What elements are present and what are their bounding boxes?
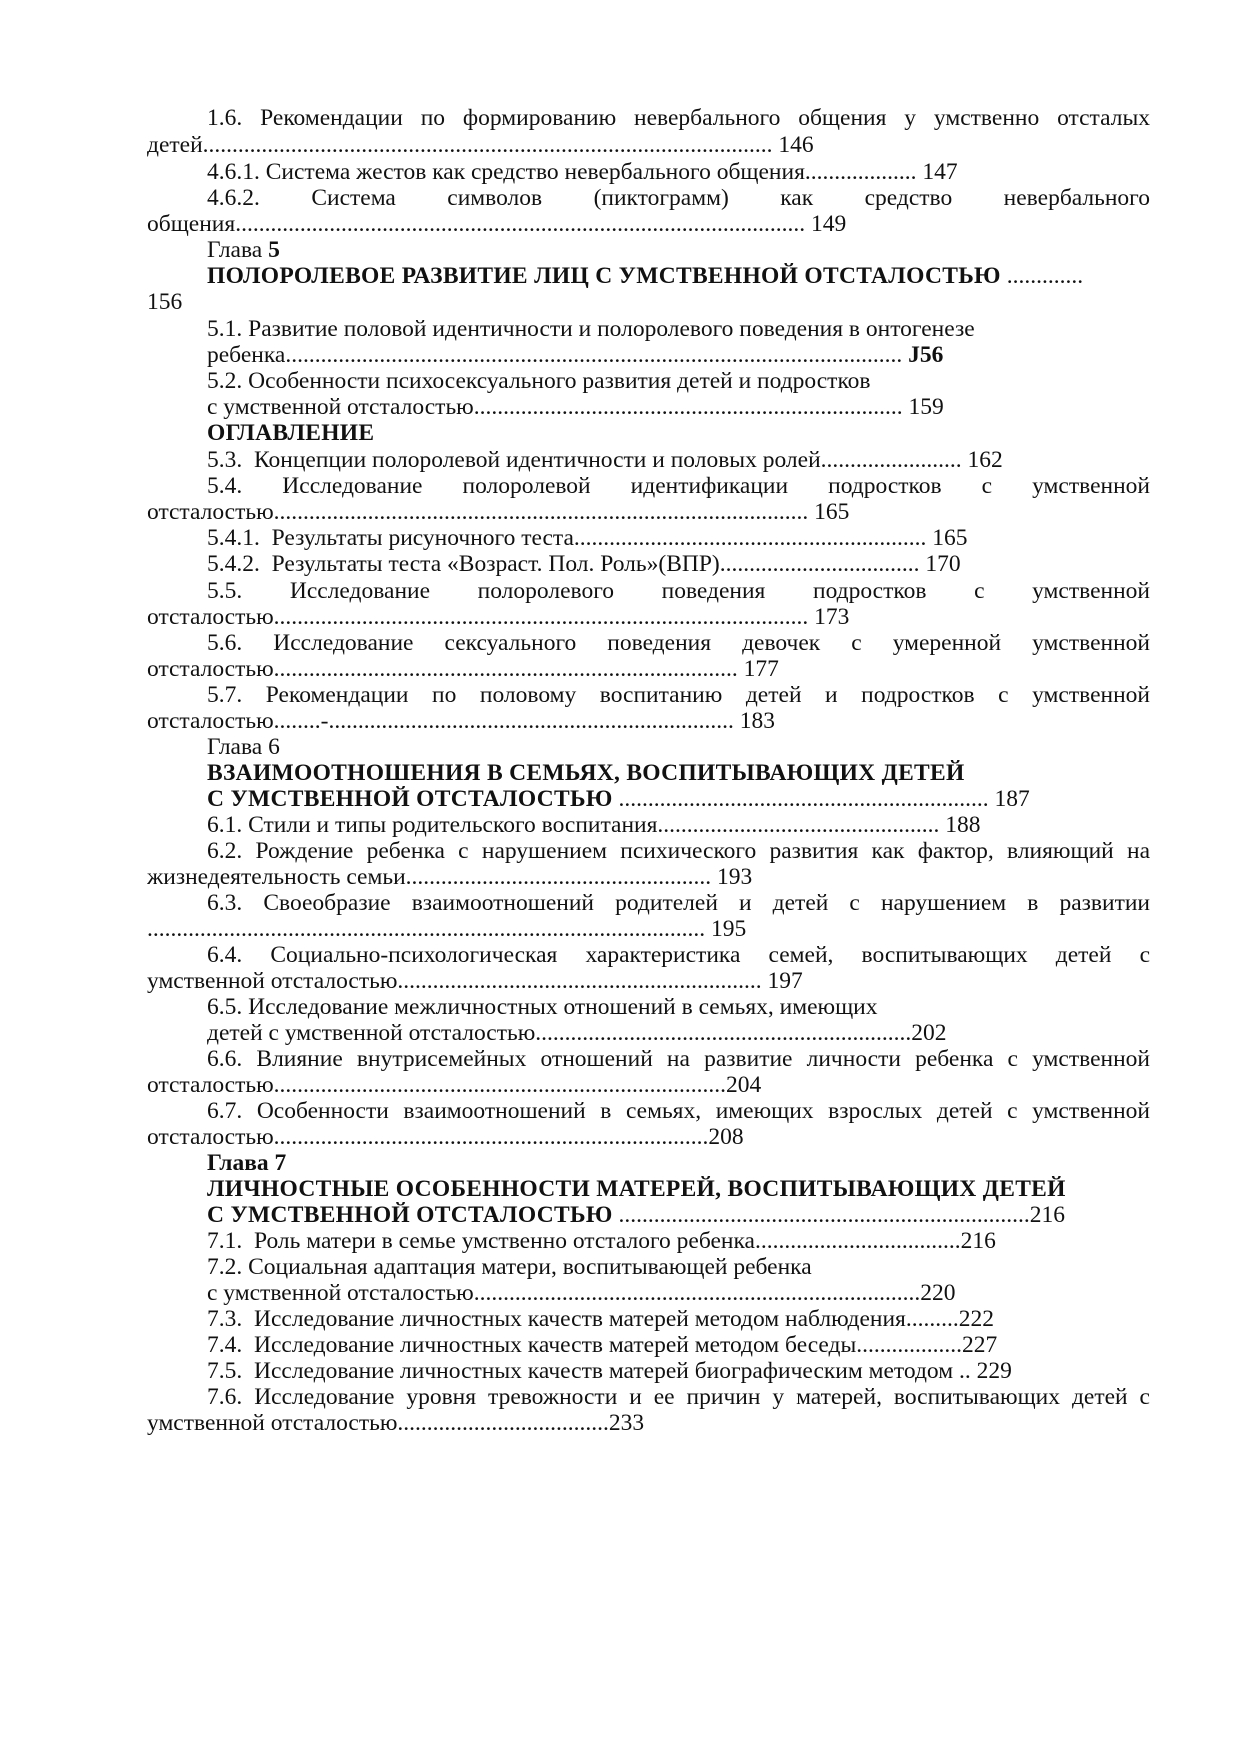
toc-line: 6.4. Социально-психологическая характеристика семей, воспитывающих детей с [207,942,1150,968]
toc-line: отсталостью..........................................................................208 [147,1124,744,1150]
toc-line: 5.4.2. Результаты теста «Возраст. Пол. Роль»(ВПР).................................. 170 [207,551,961,577]
toc-line: 6.6. Влияние внутрисемейных отношений на развитие личности ребенка с умственной [207,1046,1150,1072]
toc-line: 5.4. Исследование полоролевой идентификации подростков с умственной [207,473,1150,499]
toc-line: 4.6.1. Система жестов как средство невербального общения................... 147 [207,159,958,185]
toc-line: общения................................................................................................. 149 [147,211,847,237]
toc-line: умственной отсталостью....................................233 [147,1410,645,1436]
toc-line: 7.4. Исследование личностных качеств матерей методом беседы..................227 [207,1332,998,1358]
chapter-title: ПОЛОРОЛЕВОЕ РАЗВИТИЕ ЛИЦ С УМСТВЕННОЙ ОТСТАЛОСТЬЮ ............. [207,263,1084,289]
toc-line: 5.4.1. Результаты рисуночного теста............................................................ 165 [207,525,968,551]
toc-line: ............................................................................................... 195 [147,916,747,942]
toc-line: 6.2. Рождение ребенка с нарушением психического развития как фактор, влияющий на [207,838,1150,864]
toc-line: 7.2. Социальная адаптация матери, воспитывающей ребенка [207,1254,812,1280]
toc-line: жизнедеятельность семьи.................................................... 193 [147,864,753,890]
toc-line: 1.6. Рекомендации по формированию невербального общения у умственно отсталых [207,105,1150,131]
toc-line: 7.6. Исследование уровня тревожности и ее причин у матерей, воспитывающих детей с [207,1384,1150,1410]
chapter-title: ВЗАИМООТНОШЕНИЯ В СЕМЬЯХ, ВОСПИТЫВАЮЩИХ ДЕТЕЙ [207,760,965,786]
toc-line: 7.3. Исследование личностных качеств матерей методом наблюдения.........222 [207,1306,994,1332]
toc-line: 5.7. Рекомендации по половому воспитанию детей и подростков с умственной [207,682,1150,708]
toc-line: умственной отсталостью.............................................................. 197 [147,968,803,994]
toc-line: 5.2. Особенности психосексуального развития детей и подростков [207,368,871,394]
chapter-label: Глава 7 [207,1150,287,1176]
toc-line: 5.6. Исследование сексуального поведения девочек с умеренной умственной [207,630,1150,656]
chapter-title: ЛИЧНОСТНЫЕ ОСОБЕННОСТИ МАТЕРЕЙ, ВОСПИТЫВАЮЩИХ ДЕТЕЙ [207,1176,1066,1202]
toc-line: с умственной отсталостью......................................................................... 159 [207,394,944,420]
toc-line: 156 [147,289,183,315]
toc-line: 5.3. Концепции полоролевой идентичности и половых ролей........................ 162 [207,447,1003,473]
toc-line: отсталостью........................................................................................... 173 [147,604,850,630]
toc-line: отсталостью............................................................................... 177 [147,656,779,682]
chapter-title: С УМСТВЕННОЙ ОТСТАЛОСТЬЮ ............................................................... 187 [207,786,1030,812]
toc-line: 6.5. Исследование межличностных отношений в семьях, имеющих [207,994,878,1020]
toc-line: 7.1. Роль матери в семье умственно отсталого ребенка...................................216 [207,1228,996,1254]
chapter-label: Глава 6 [207,734,280,760]
toc-line: 7.5. Исследование личностных качеств матерей биографическим методом .. 229 [207,1358,1012,1384]
toc-line: с умственной отсталостью............................................................................220 [207,1280,956,1306]
toc-line: отсталостью........................................................................................... 165 [147,499,850,525]
toc-line: 6.7. Особенности взаимоотношений в семьях, имеющих взрослых детей с умственной [207,1098,1150,1124]
section-heading: ОГЛАВЛЕНИЕ [207,420,375,446]
toc-line: ребенка......................................................................................................... J56 [207,342,944,368]
toc-line: детей................................................................................................. 146 [147,132,814,158]
toc-line: 6.1. Стили и типы родительского воспитания................................................ 188 [207,812,981,838]
chapter-label: Глава 5 [207,237,280,263]
toc-line: отсталостью.............................................................................204 [147,1072,762,1098]
toc-line: 4.6.2. Система символов (пиктограмм) как средство невербального [207,185,1150,211]
toc-line: отсталостью........-..................................................................... 183 [147,708,775,734]
chapter-title: С УМСТВЕННОЙ ОТСТАЛОСТЬЮ ......................................................................216 [207,1202,1065,1228]
toc-line: 5.1. Развитие половой идентичности и полоролевого поведения в онтогенезе [207,316,975,342]
toc-line: 5.5. Исследование полоролевого поведения подростков с умственной [207,578,1150,604]
toc-line: детей с умственной отсталостью................................................................202 [207,1020,947,1046]
toc-line: 6.3. Своеобразие взаимоотношений родителей и детей с нарушением в развитии [207,890,1150,916]
